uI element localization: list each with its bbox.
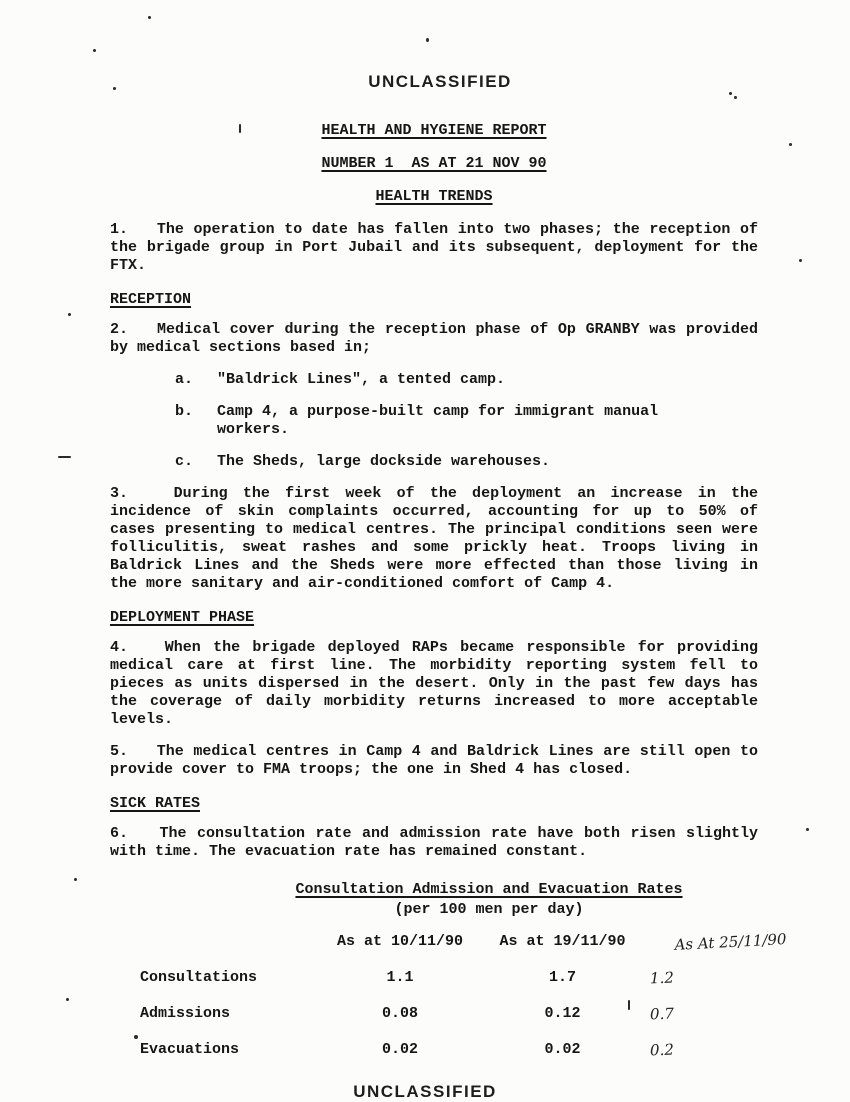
- cell-value: 1.7: [548, 969, 576, 986]
- scan-speck: [148, 16, 151, 19]
- cell-value-handwritten: 0.7: [649, 1004, 674, 1024]
- heading-deployment-phase: DEPLOYMENT PHASE: [110, 609, 255, 626]
- pen-mark: [239, 124, 241, 133]
- cell-value: 0.08: [381, 1005, 418, 1022]
- row-label: Evacuations: [140, 1041, 240, 1058]
- paragraph-4: 4. When the brigade deployed RAPs became responsible for providing medical care at first line. The morbidity reporting system fell to pieces as units dispersed in the desert. Only in the past few days has the coverage of daily morbidity returns increased to more acceptable levels.: [110, 639, 758, 728]
- row-label: Admissions: [140, 1005, 231, 1022]
- classification-banner-top: UNCLASSIFIED: [368, 72, 512, 91]
- column-header-19-11-90: As at 19/11/90: [499, 933, 626, 950]
- scan-speck: [806, 828, 809, 831]
- cell-value: 0.02: [381, 1041, 418, 1058]
- scan-speck: [93, 49, 96, 52]
- scan-speck: [789, 143, 792, 146]
- reception-sublist: [110, 371, 758, 471]
- list-item-label: c.: [175, 453, 194, 470]
- table-row-admissions: [110, 1005, 758, 1025]
- scan-speck: [74, 878, 77, 881]
- list-item-label: a.: [175, 371, 194, 388]
- rates-table-header-row: [110, 930, 787, 954]
- heading-sick-rates: SICK RATES: [110, 795, 201, 812]
- paragraph-3: 3. During the first week of the deployment an increase in the incidence of skin complaints occurred, accounting for up to 50% of cases presenting to medical centres. The principal conditions seen were folliculitis, sweat rashes and some prickly heat. Troops living in Baldrick Lines and the Sheds were more effected than those living in the more sanitary and air-conditioned comfort of Camp 4.: [110, 485, 758, 592]
- scan-speck: [66, 998, 69, 1001]
- paragraph-5: 5. The medical centres in Camp 4 and Baldrick Lines are still open to provide cover to FMA troops; the one in Shed 4 has closed.: [110, 743, 758, 778]
- column-header-handwritten-25-11-90: As At 25/11/90: [674, 930, 787, 954]
- list-item-text: "Baldrick Lines", a tented camp.: [217, 371, 506, 388]
- scan-speck: [799, 259, 802, 262]
- pen-mark: [58, 456, 71, 458]
- list-item-label: b.: [175, 403, 194, 420]
- classification-banner-bottom: UNCLASSIFIED: [353, 1082, 497, 1101]
- paragraph-1: 1. The operation to date has fallen into two phases; the reception of the brigade group in Port Jubail and its subsequent, deployment for the FTX.: [110, 221, 758, 274]
- list-item-c: [175, 453, 758, 471]
- pen-mark: [134, 1035, 138, 1039]
- cell-value-handwritten: 0.2: [649, 1040, 674, 1060]
- scan-speck: [734, 96, 737, 99]
- rates-table-title: Consultation Admission and Evacuation Rates: [295, 881, 683, 898]
- report-number: NUMBER 1 AS AT 21 NOV 90: [321, 155, 547, 172]
- table-row-evacuations: [110, 1041, 758, 1061]
- list-item-text: The Sheds, large dockside warehouses.: [217, 453, 551, 470]
- cell-value: 0.02: [544, 1041, 581, 1058]
- list-item-b: [175, 403, 758, 439]
- scan-speck: [729, 92, 732, 95]
- rates-table: [110, 881, 787, 1061]
- list-item-text: Camp 4, a purpose-built camp for immigrant manual workers.: [217, 403, 659, 438]
- table-row-consultations: [110, 969, 758, 989]
- title-block: [110, 122, 758, 206]
- cell-value: 0.12: [544, 1005, 581, 1022]
- document-body: [110, 122, 787, 1061]
- heading-reception: RECEPTION: [110, 291, 192, 308]
- section-heading-health-trends: HEALTH TRENDS: [375, 188, 493, 205]
- paragraph-6: 6. The consultation rate and admission rate have both risen slightly with time. The evacuation rate has remained constant.: [110, 825, 758, 860]
- row-label: Consultations: [140, 969, 258, 986]
- cell-value-handwritten: 1.2: [649, 968, 674, 988]
- cell-value: 1.1: [386, 969, 414, 986]
- scan-speck: [68, 313, 71, 316]
- paragraph-2: 2. Medical cover during the reception phase of Op GRANBY was provided by medical sections based in;: [110, 321, 758, 356]
- list-item-a: [175, 371, 758, 389]
- scan-speck: [113, 87, 116, 90]
- scan-speck: [426, 38, 429, 42]
- column-header-10-11-90: As at 10/11/90: [336, 933, 464, 950]
- rates-table-subtitle: (per 100 men per day): [394, 901, 584, 918]
- pen-mark: [628, 1000, 630, 1010]
- report-title: HEALTH AND HYGIENE REPORT: [321, 122, 547, 139]
